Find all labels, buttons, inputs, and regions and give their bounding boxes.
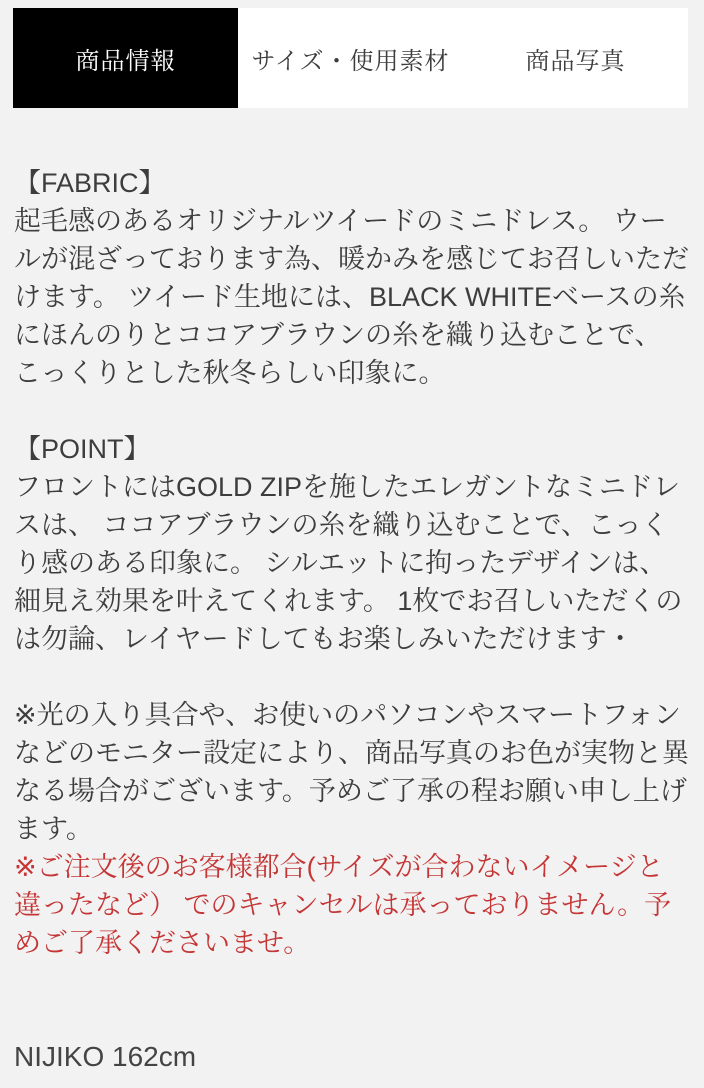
cancel-policy-notice: ※ご注文後のお客様都合(サイズが合わないイメージと違ったなど） でのキャンセルは承っておりません。予めご了承くださいませ。	[14, 852, 672, 958]
tab-product-info[interactable]: 商品情報	[13, 8, 238, 108]
fabric-body: 起毛感のあるオリジナルツイードのミニドレス。 ウールが混ざっております為、暖かみを感じてお召しいただけます。 ツイード生地には、BLACK WHITEベースの糸にほんのりとココアブラウンの糸を織り込むことで、 こっくりとした秋冬らしい印象に。	[14, 206, 689, 388]
model-height-info: NIJIKO 162cm	[14, 1041, 197, 1072]
point-heading: 【POINT】	[14, 434, 151, 464]
fabric-heading: 【FABRIC】	[14, 168, 166, 198]
product-tab-bar	[13, 8, 688, 108]
notice-section	[14, 696, 690, 962]
point-body: フロントにはGOLD ZIPを施したエレガントなミニドレスは、 ココアブラウンの糸を織り込むことで、こっくり感のある印象に。 シルエットに拘ったデザインは、細見え効果を叶えてくれます。 1枚でお召しいただくのは勿論、レイヤードしてもお楽しみいただけます・	[14, 472, 683, 654]
product-description	[0, 108, 704, 1076]
fabric-section	[14, 164, 690, 392]
point-section	[14, 430, 690, 658]
monitor-color-notice: ※光の入り具合や、お使いのパソコンやスマートフォンなどのモニター設定により、商品写真のお色が実物と異なる場合がございます。予めご了承の程お願い申し上げます。	[14, 700, 689, 844]
tab-size-materials[interactable]: サイズ・使用素材	[251, 47, 450, 75]
tab-product-photos[interactable]: 商品写真	[525, 47, 626, 75]
